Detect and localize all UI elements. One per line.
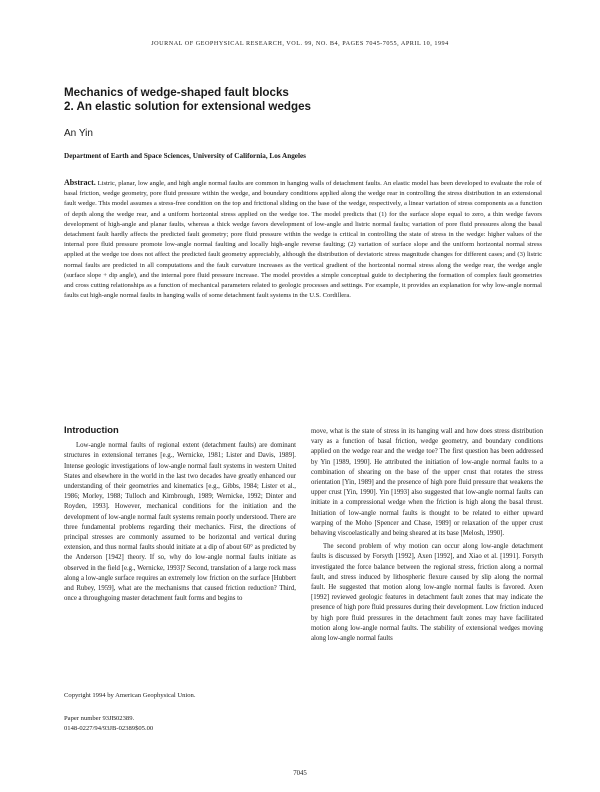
running-head: JOURNAL OF GEOPHYSICAL RESEARCH, VOL. 99, NO. B4, PAGES 7045-7055, APRIL 10, 1994 (151, 40, 449, 47)
paper-number: Paper number 93JB02389. (64, 715, 135, 722)
title-line-2: 2. An elastic solution for extensional wedges (64, 100, 311, 113)
author-name: An Yin (64, 128, 93, 139)
author-affiliation: Department of Earth and Space Sciences, University of California, Los Angeles (64, 152, 306, 160)
abstract (64, 178, 542, 301)
paper-identifiers (64, 714, 296, 734)
introduction-paragraph-3: The second problem of why motion can occur along low-angle detachment faults is discussed by Forsyth [1992], Axen [1992], and Xiao et al. [1991]. Forsyth investigated the force balance between the regional stress, friction along a normal fault, and stress induced by lithospheric flexure caused by slip along the normal fault. He suggested that motion along low-angle normal faults is favored. Axen [1992] reviewed geologic features in detachment fault zones that may indicate the presence of high pore fluid pressures during their development. Low friction induced by high pore fluid pressures in the detachment fault zones may have facilitated motion along low-angle normal faults. The stability of extensional wedges moving along low-angle normal faults (311, 543, 543, 643)
left-column (64, 425, 296, 604)
introduction-heading: Introduction (64, 424, 119, 435)
page-number: 7045 (293, 770, 307, 777)
copyright-notice: Copyright 1994 by American Geophysical Union. (64, 692, 196, 699)
introduction-paragraph-1: Low-angle normal faults of regional extent (detachment faults) are dominant structures in extensional terranes [e.g., Wernicke, 1981; Lister and Davis, 1989]. Intense geologic investigations of low-angle normal fault systems in western United States and elsewhere in the world in the last two decades have greatly enhanced our understanding of their geometries and kinematics [e.g., Gibbs, 1984; Lister et al., 1986; Morley, 1988; Tulloch and Kimbrough, 1989; Wernicke, 1992; Dinter and Royden, 1993]. However, mechanical conditions for the initiation and the development of low-angle normal fault systems remain poorly understood. There are three fundamental problems regarding their mechanics. First, the directions of principal stresses are commonly assumed to be horizontal and vertical during extension, and thus normal faults should initiate at a dip of about 60° as predicted by the Anderson [1942] theory. If so, why do low-angle normal faults initiate as observed in the field [e.g., Wernicke, 1993]? Second, translation of a large rock mass along a low-angle surface requires an extremely low friction on the surface [Hubbert and Rubey, 1959], what are the mechanisms that caused friction reduction? Third, once a throughgoing master detachment fault forms and begins to (64, 442, 296, 603)
title-line-1: Mechanics of wedge-shaped fault blocks (64, 86, 289, 99)
introduction-paragraph-continued: move, what is the state of stress in its hanging wall and how does stress distribution vary as a function of basal friction, wedge geometry, and boundary conditions applied on the wedge rear and the wedge toe? The first question has been addressed by Yin [1989, 1990]. He attributed the initiation of low-angle normal faults to a combination of shearing on the base of the upper crust that rotates the stress orientation [Yin, 1989] and the presence of high pore fluid pressure that weakens the upper crust [Yin, 1990]. Yin [1993] also suggested that low-angle normal faults can initiate in a compressional wedge when the friction is high along the basal thrust. Initiation of low-angle normal faults is thought to be related to either upward warping of the Moho [Spencer and Chase, 1989] or relaxation of the upper crust behaving viscoelastically and being sheared at its base [Melosh, 1990]. (311, 428, 543, 538)
abstract-label: Abstract. (64, 178, 96, 187)
abstract-text: Listric, planar, low angle, and high angle normal faults are common in hanging walls of detachment faults. An elastic model has been developed to evaluate the role of basal friction, wedge geometry, pore fluid pressure within the wedge, and boundary conditions applied along the wedge rear in controlling the stress distribution in an extensional fault wedge. This model assumes a stress-free condition on the top and frictional sliding on the base of the wedge, respectively, a linear variation of stress components as a function of depth along the wedge rear, and a uniform horizontal stress applied on the wedge toe. The model predicts that (1) for the surface slope equal to zero, a thin wedge favors development of high-angle and planar faults, whereas a thick wedge favors development of low-angle and listric normal faults; variation of pore fluid pressures along the basal detachment fault hardly affects the predicted fault geometry; pore fluid pressure within the wedge is critical in controlling the state of stress in the wedge: higher values of the internal pore fluid pressure promote low-angle normal faulting and locally high-angle reverse faulting; (2) variation of surface slope and the uniform horizontal normal stress applied at the wedge toe does not affect the predicted fault geometry appreciably, although the distribution of deviatoric stress magnitude changes for different cases; and (3) listric normal faults are predicted in all computations and the fault curvature increases as the vertical gradient of the horizontal normal stress along the wedge rear, the wedge angle (surface slope + dip angle), and the internal pore fluid pressure increase. The model provides a simple conceptual guide to deciphering the formation of complex fault geometries and cross cutting relationships as a function of mechanical parameters related to geologic processes and settings. For example, it provides an explanation for why low-angle normal faults cut high-angle normal faults in hanging walls of some detachment fault systems in the U.S. Cordillera. (64, 180, 542, 300)
article-title (64, 86, 544, 114)
right-column (311, 427, 543, 644)
paper-code: 0148-0227/94/93JB-02389$05.00 (64, 725, 154, 732)
